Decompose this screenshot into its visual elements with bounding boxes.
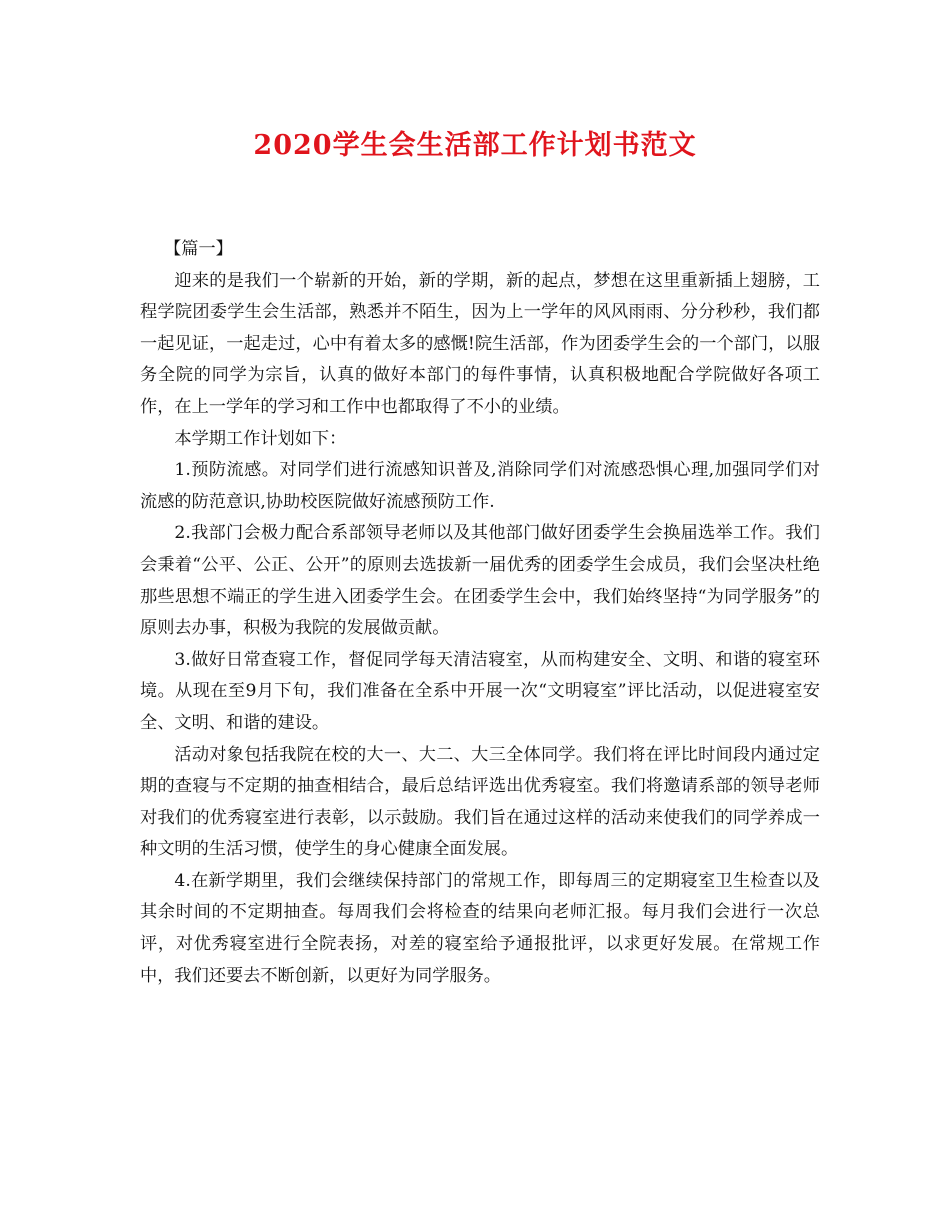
page-title: 2020学生会生活部工作计划书范文 [253,130,697,161]
paragraph-activity: 活动对象包括我院在校的大一、大二、大三全体同学。我们将在评比时间段内通过定期的查寝与不定期的抽查相结合，最后总结评选出优秀寝室。我们将邀请系部的领导老师对我们的优秀寝室进行表彰，以示鼓励。我们旨在通过这样的活动来使我们的同学养成一种文明的生活习惯，使学生的身心健康全面发展。 [140,744,820,860]
section-label: 【篇一】 [164,239,233,259]
paragraph-item-3: 3.做好日常查寝工作，督促同学每天清洁寝室，从而构建安全、文明、和谐的寝室环境。从现在至9月下旬，我们准备在全系中开展一次“文明寝室”评比活动，以促进寝室安全、文明、和谐的建设。 [140,649,820,733]
paragraph-item-1: 1.预防流感。对同学们进行流感知识普及,消除同学们对流感恐惧心理,加强同学们对流感的防范意识,协助校医院做好流感预防工作. [140,460,820,512]
paragraph-item-2: 2.我部门会极力配合系部领导老师以及其他部门做好团委学生会换届选举工作。我们会秉着“公平、公正、公开”的原则去选拔新一届优秀的团委学生会成员，我们会坚决杜绝那些思想不端正的学生进入团委学生会。在团委学生会中，我们始终坚持“为同学服务”的原则去办事，积极为我院的发展做贡献。 [140,523,820,639]
paragraph-intro: 迎来的是我们一个崭新的开始，新的学期，新的起点，梦想在这里重新插上翅膀，工程学院团委学生会生活部，熟悉并不陌生，因为上一学年的风风雨雨、分分秒秒，我们都一起见证，一起走过，心中有着太多的感慨!院生活部，作为团委学生会的一个部门，以服务全院的同学为宗旨，认真的做好本部门的每件事情，认真积极地配合学院做好各项工作，在上一学年的学习和工作中也都取得了不小的业绩。 [140,270,820,417]
document-body [140,234,820,992]
paragraph-plan-heading: 本学期工作计划如下： [174,428,347,449]
paragraph-item-4: 4.在新学期里，我们会继续保持部门的常规工作，即每周三的定期寝室卫生检查以及其余时间的不定期抽查。每周我们会将检查的结果向老师汇报。每月我们会进行一次总评，对优秀寝室进行全院表扬，对差的寝室给予通报批评，以求更好发展。在常规工作中，我们还要去不断创新，以更好为同学服务。 [140,870,820,986]
